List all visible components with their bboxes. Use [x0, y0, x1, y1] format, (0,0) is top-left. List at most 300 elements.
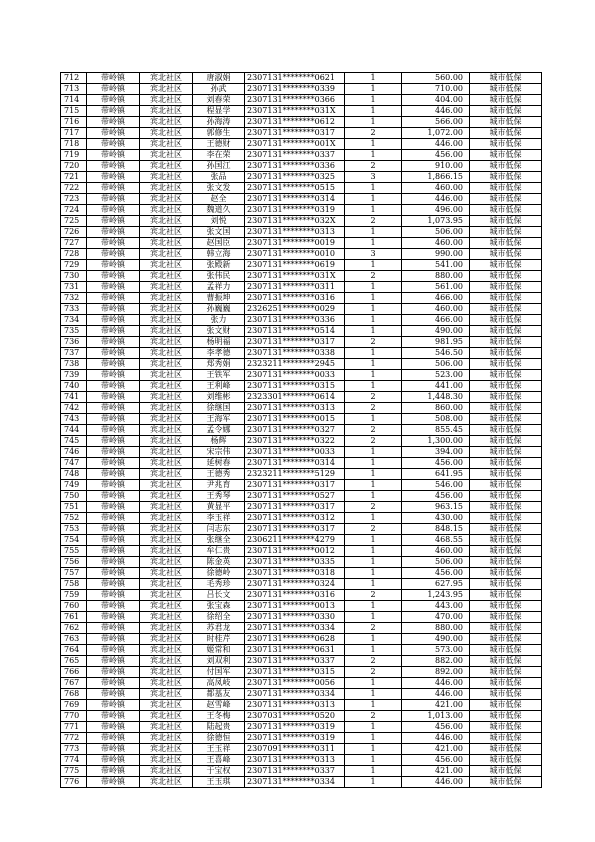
community-cell: 宾北社区	[140, 249, 193, 260]
household-size-cell: 1	[345, 282, 402, 293]
household-size-cell: 1	[345, 84, 402, 95]
table-row	[61, 304, 542, 315]
name-cell: 张文国	[193, 227, 245, 238]
town-cell: 带岭镇	[87, 161, 140, 172]
row-number-cell: 717	[61, 128, 87, 139]
town-cell: 带岭镇	[87, 656, 140, 667]
name-cell: 孙国江	[193, 161, 245, 172]
table-row	[61, 139, 542, 150]
relief-type-cell: 城市低保	[470, 381, 542, 392]
community-cell: 宾北社区	[140, 656, 193, 667]
id-number-cell: 2307131********0335	[245, 557, 345, 568]
id-number-cell: 2307131********0317	[245, 502, 345, 513]
town-cell: 带岭镇	[87, 293, 140, 304]
amount-cell: 446.00	[402, 139, 470, 150]
town-cell: 带岭镇	[87, 568, 140, 579]
household-size-cell: 1	[345, 194, 402, 205]
name-cell: 李孝德	[193, 348, 245, 359]
id-number-cell: 2307131********0631	[245, 645, 345, 656]
relief-type-cell: 城市低保	[470, 656, 542, 667]
table-row	[61, 425, 542, 436]
name-cell: 曹振坤	[193, 293, 245, 304]
id-number-cell: 2307131********0313	[245, 403, 345, 414]
community-cell: 宾北社区	[140, 722, 193, 733]
table-row	[61, 645, 542, 656]
household-size-cell: 1	[345, 304, 402, 315]
table-row	[61, 700, 542, 711]
table-row	[61, 612, 542, 623]
amount-cell: 1,448.30	[402, 392, 470, 403]
amount-cell: 860.00	[402, 403, 470, 414]
town-cell: 带岭镇	[87, 623, 140, 634]
id-number-cell: 2307131********0628	[245, 634, 345, 645]
name-cell: 程显学	[193, 106, 245, 117]
relief-type-cell: 城市低保	[470, 436, 542, 447]
row-number-cell: 718	[61, 139, 87, 150]
community-cell: 宾北社区	[140, 128, 193, 139]
relief-type-cell: 城市低保	[470, 128, 542, 139]
row-number-cell: 732	[61, 293, 87, 304]
relief-type-cell: 城市低保	[470, 689, 542, 700]
town-cell: 带岭镇	[87, 557, 140, 568]
community-cell: 宾北社区	[140, 469, 193, 480]
household-size-cell: 2	[345, 271, 402, 282]
table-row	[61, 733, 542, 744]
relief-type-cell: 城市低保	[470, 293, 542, 304]
town-cell: 带岭镇	[87, 183, 140, 194]
row-number-cell: 726	[61, 227, 87, 238]
community-cell: 宾北社区	[140, 194, 193, 205]
name-cell: 孟祥力	[193, 282, 245, 293]
name-cell: 徐绍全	[193, 612, 245, 623]
amount-cell: 446.00	[402, 678, 470, 689]
relief-type-cell: 城市低保	[470, 700, 542, 711]
community-cell: 宾北社区	[140, 711, 193, 722]
table-row	[61, 117, 542, 128]
household-size-cell: 1	[345, 458, 402, 469]
amount-cell: 1,300.00	[402, 436, 470, 447]
relief-type-cell: 城市低保	[470, 392, 542, 403]
relief-type-cell: 城市低保	[470, 546, 542, 557]
household-size-cell: 1	[345, 546, 402, 557]
relief-type-cell: 城市低保	[470, 722, 542, 733]
amount-cell: 456.00	[402, 722, 470, 733]
id-number-cell: 2307131********0337	[245, 656, 345, 667]
relief-type-cell: 城市低保	[470, 447, 542, 458]
table-row	[61, 238, 542, 249]
row-number-cell: 750	[61, 491, 87, 502]
id-number-cell: 2323301********0614	[245, 392, 345, 403]
town-cell: 带岭镇	[87, 172, 140, 183]
name-cell: 张继全	[193, 535, 245, 546]
amount-cell: 573.00	[402, 645, 470, 656]
id-number-cell: 2307131********0312	[245, 513, 345, 524]
name-cell: 陈金英	[193, 557, 245, 568]
household-size-cell: 1	[345, 645, 402, 656]
row-number-cell: 737	[61, 348, 87, 359]
amount-cell: 855.45	[402, 425, 470, 436]
household-size-cell: 1	[345, 612, 402, 623]
amount-cell: 446.00	[402, 733, 470, 744]
town-cell: 带岭镇	[87, 249, 140, 260]
table-row	[61, 216, 542, 227]
table-row	[61, 392, 542, 403]
amount-cell: 981.95	[402, 337, 470, 348]
town-cell: 带岭镇	[87, 315, 140, 326]
amount-cell: 506.00	[402, 557, 470, 568]
town-cell: 带岭镇	[87, 667, 140, 678]
id-number-cell: 2307131********0336	[245, 315, 345, 326]
amount-cell: 880.00	[402, 271, 470, 282]
household-size-cell: 1	[345, 513, 402, 524]
town-cell: 带岭镇	[87, 392, 140, 403]
relief-type-cell: 城市低保	[470, 678, 542, 689]
row-number-cell: 760	[61, 601, 87, 612]
amount-cell: 456.00	[402, 491, 470, 502]
row-number-cell: 768	[61, 689, 87, 700]
name-cell: 张品	[193, 172, 245, 183]
name-cell: 牟仁贵	[193, 546, 245, 557]
town-cell: 带岭镇	[87, 436, 140, 447]
relief-type-cell: 城市低保	[470, 161, 542, 172]
household-size-cell: 1	[345, 227, 402, 238]
town-cell: 带岭镇	[87, 282, 140, 293]
amount-cell: 506.00	[402, 227, 470, 238]
name-cell: 孙巍巍	[193, 304, 245, 315]
table-row	[61, 359, 542, 370]
id-number-cell: 2307131********0316	[245, 590, 345, 601]
town-cell: 带岭镇	[87, 95, 140, 106]
name-cell: 延树春	[193, 458, 245, 469]
household-size-cell: 1	[345, 150, 402, 161]
amount-cell: 508.00	[402, 414, 470, 425]
town-cell: 带岭镇	[87, 227, 140, 238]
community-cell: 宾北社区	[140, 590, 193, 601]
table-body	[61, 73, 542, 788]
community-cell: 宾北社区	[140, 568, 193, 579]
name-cell: 杨明福	[193, 337, 245, 348]
name-cell: 孟令娜	[193, 425, 245, 436]
household-size-cell: 1	[345, 348, 402, 359]
relief-type-cell: 城市低保	[470, 370, 542, 381]
name-cell: 付国军	[193, 667, 245, 678]
row-number-cell: 742	[61, 403, 87, 414]
household-size-cell: 1	[345, 381, 402, 392]
household-size-cell: 1	[345, 183, 402, 194]
id-number-cell: 2307131********0366	[245, 95, 345, 106]
table-row	[61, 711, 542, 722]
amount-cell: 641.95	[402, 469, 470, 480]
name-cell: 张宝森	[193, 601, 245, 612]
community-cell: 宾北社区	[140, 73, 193, 84]
table-row	[61, 183, 542, 194]
table-row	[61, 502, 542, 513]
household-size-cell: 1	[345, 238, 402, 249]
community-cell: 宾北社区	[140, 447, 193, 458]
relief-type-cell: 城市低保	[470, 337, 542, 348]
relief-type-cell: 城市低保	[470, 480, 542, 491]
amount-cell: 880.00	[402, 623, 470, 634]
amount-cell: 460.00	[402, 238, 470, 249]
amount-cell: 404.00	[402, 95, 470, 106]
relief-type-cell: 城市低保	[470, 601, 542, 612]
relief-type-cell: 城市低保	[470, 744, 542, 755]
id-number-cell: 2307131********0315	[245, 667, 345, 678]
id-number-cell: 2307131********0317	[245, 524, 345, 535]
id-number-cell: 2307131********0621	[245, 73, 345, 84]
household-size-cell: 1	[345, 480, 402, 491]
name-cell: 高凤岐	[193, 678, 245, 689]
relief-type-cell: 城市低保	[470, 711, 542, 722]
row-number-cell: 763	[61, 634, 87, 645]
household-size-cell: 1	[345, 359, 402, 370]
amount-cell: 546.00	[402, 480, 470, 491]
amount-cell: 421.00	[402, 744, 470, 755]
row-number-cell: 756	[61, 557, 87, 568]
id-number-cell: 2307131********0319	[245, 722, 345, 733]
table-row	[61, 546, 542, 557]
amount-cell: 546.50	[402, 348, 470, 359]
id-number-cell: 2323211********5129	[245, 469, 345, 480]
id-number-cell: 2307131********0330	[245, 612, 345, 623]
household-size-cell: 1	[345, 447, 402, 458]
table-row	[61, 84, 542, 95]
table-row	[61, 524, 542, 535]
community-cell: 宾北社区	[140, 95, 193, 106]
community-cell: 宾北社区	[140, 623, 193, 634]
row-number-cell: 757	[61, 568, 87, 579]
row-number-cell: 733	[61, 304, 87, 315]
id-number-cell: 2307131********0338	[245, 348, 345, 359]
town-cell: 带岭镇	[87, 194, 140, 205]
table-row	[61, 667, 542, 678]
town-cell: 带岭镇	[87, 579, 140, 590]
community-cell: 宾北社区	[140, 766, 193, 777]
relief-type-cell: 城市低保	[470, 513, 542, 524]
name-cell: 王冬梅	[193, 711, 245, 722]
id-number-cell: 2307131********0612	[245, 117, 345, 128]
amount-cell: 460.00	[402, 304, 470, 315]
row-number-cell: 751	[61, 502, 87, 513]
name-cell: 时桂芹	[193, 634, 245, 645]
amount-cell: 490.00	[402, 326, 470, 337]
id-number-cell: 2307131********0012	[245, 546, 345, 557]
community-cell: 宾北社区	[140, 172, 193, 183]
community-cell: 宾北社区	[140, 414, 193, 425]
row-number-cell: 745	[61, 436, 87, 447]
name-cell: 王铁军	[193, 370, 245, 381]
community-cell: 宾北社区	[140, 216, 193, 227]
town-cell: 带岭镇	[87, 326, 140, 337]
id-number-cell: 2307131********0325	[245, 172, 345, 183]
relief-type-cell: 城市低保	[470, 95, 542, 106]
table-row	[61, 128, 542, 139]
relief-type-cell: 城市低保	[470, 227, 542, 238]
table-row	[61, 172, 542, 183]
amount-cell: 627.95	[402, 579, 470, 590]
name-cell: 毛秀珍	[193, 579, 245, 590]
name-cell: 张殿新	[193, 260, 245, 271]
community-cell: 宾北社区	[140, 326, 193, 337]
id-number-cell: 2307131********0311	[245, 282, 345, 293]
row-number-cell: 753	[61, 524, 87, 535]
household-size-cell: 1	[345, 469, 402, 480]
household-size-cell: 1	[345, 293, 402, 304]
row-number-cell: 724	[61, 205, 87, 216]
id-number-cell: 2307131********0319	[245, 733, 345, 744]
id-number-cell: 2307131********0319	[245, 205, 345, 216]
relief-type-cell: 城市低保	[470, 414, 542, 425]
row-number-cell: 730	[61, 271, 87, 282]
amount-cell: 466.00	[402, 315, 470, 326]
community-cell: 宾北社区	[140, 667, 193, 678]
amount-cell: 561.00	[402, 282, 470, 293]
amount-cell: 560.00	[402, 73, 470, 84]
relief-type-cell: 城市低保	[470, 260, 542, 271]
town-cell: 带岭镇	[87, 535, 140, 546]
row-number-cell: 738	[61, 359, 87, 370]
table-row	[61, 260, 542, 271]
household-size-cell: 2	[345, 128, 402, 139]
id-number-cell: 2307131********0339	[245, 84, 345, 95]
community-cell: 宾北社区	[140, 491, 193, 502]
id-number-cell: 2307131********031X	[245, 106, 345, 117]
row-number-cell: 712	[61, 73, 87, 84]
community-cell: 宾北社区	[140, 106, 193, 117]
name-cell: 孙海涛	[193, 117, 245, 128]
town-cell: 带岭镇	[87, 777, 140, 788]
name-cell: 张力	[193, 315, 245, 326]
amount-cell: 456.00	[402, 755, 470, 766]
household-size-cell: 2	[345, 216, 402, 227]
amount-cell: 460.00	[402, 183, 470, 194]
household-size-cell: 2	[345, 590, 402, 601]
community-cell: 宾北社区	[140, 733, 193, 744]
relief-type-cell: 城市低保	[470, 249, 542, 260]
table-row	[61, 766, 542, 777]
name-cell: 闫志东	[193, 524, 245, 535]
community-cell: 宾北社区	[140, 458, 193, 469]
id-number-cell: 2307131********0327	[245, 425, 345, 436]
id-number-cell: 2307131********0334	[245, 777, 345, 788]
name-cell: 魏道久	[193, 205, 245, 216]
name-cell: 赵国臣	[193, 238, 245, 249]
row-number-cell: 773	[61, 744, 87, 755]
community-cell: 宾北社区	[140, 403, 193, 414]
community-cell: 宾北社区	[140, 392, 193, 403]
name-cell: 王利峰	[193, 381, 245, 392]
table-row	[61, 623, 542, 634]
community-cell: 宾北社区	[140, 117, 193, 128]
relief-type-cell: 城市低保	[470, 315, 542, 326]
table-row	[61, 656, 542, 667]
household-size-cell: 1	[345, 73, 402, 84]
row-number-cell: 776	[61, 777, 87, 788]
relief-type-cell: 城市低保	[470, 84, 542, 95]
town-cell: 带岭镇	[87, 304, 140, 315]
town-cell: 带岭镇	[87, 634, 140, 645]
row-number-cell: 771	[61, 722, 87, 733]
table-row	[61, 480, 542, 491]
row-number-cell: 731	[61, 282, 87, 293]
household-size-cell: 1	[345, 414, 402, 425]
community-cell: 宾北社区	[140, 238, 193, 249]
household-size-cell: 1	[345, 205, 402, 216]
community-cell: 宾北社区	[140, 161, 193, 172]
id-number-cell: 2307131********0337	[245, 766, 345, 777]
amount-cell: 541.00	[402, 260, 470, 271]
table-row	[61, 414, 542, 425]
id-number-cell: 2307131********0322	[245, 436, 345, 447]
community-cell: 宾北社区	[140, 260, 193, 271]
id-number-cell: 2307131********0010	[245, 249, 345, 260]
name-cell: 苏君龙	[193, 623, 245, 634]
household-size-cell: 1	[345, 106, 402, 117]
table-row	[61, 436, 542, 447]
name-cell: 张伟民	[193, 271, 245, 282]
town-cell: 带岭镇	[87, 260, 140, 271]
community-cell: 宾北社区	[140, 689, 193, 700]
relief-type-cell: 城市低保	[470, 183, 542, 194]
town-cell: 带岭镇	[87, 645, 140, 656]
community-cell: 宾北社区	[140, 293, 193, 304]
id-number-cell: 2307131********0334	[245, 689, 345, 700]
table-row	[61, 194, 542, 205]
row-number-cell: 735	[61, 326, 87, 337]
relief-type-cell: 城市低保	[470, 238, 542, 249]
household-size-cell: 1	[345, 766, 402, 777]
table-row	[61, 106, 542, 117]
household-size-cell: 1	[345, 722, 402, 733]
household-size-cell: 1	[345, 744, 402, 755]
name-cell: 王玉琪	[193, 777, 245, 788]
household-size-cell: 1	[345, 315, 402, 326]
relief-type-cell: 城市低保	[470, 612, 542, 623]
household-size-cell: 1	[345, 601, 402, 612]
town-cell: 带岭镇	[87, 689, 140, 700]
amount-cell: 892.00	[402, 667, 470, 678]
table-row	[61, 557, 542, 568]
amount-cell: 421.00	[402, 766, 470, 777]
town-cell: 带岭镇	[87, 524, 140, 535]
table-row	[61, 293, 542, 304]
amount-cell: 466.00	[402, 293, 470, 304]
town-cell: 带岭镇	[87, 601, 140, 612]
relief-type-cell: 城市低保	[470, 557, 542, 568]
id-number-cell: 2307131********0317	[245, 337, 345, 348]
community-cell: 宾北社区	[140, 150, 193, 161]
row-number-cell: 729	[61, 260, 87, 271]
relief-type-cell: 城市低保	[470, 579, 542, 590]
town-cell: 带岭镇	[87, 755, 140, 766]
table-row	[61, 73, 542, 84]
community-cell: 宾北社区	[140, 271, 193, 282]
town-cell: 带岭镇	[87, 458, 140, 469]
name-cell: 王海军	[193, 414, 245, 425]
community-cell: 宾北社区	[140, 546, 193, 557]
name-cell: 宋宗伟	[193, 447, 245, 458]
town-cell: 带岭镇	[87, 337, 140, 348]
id-number-cell: 2307131********001X	[245, 139, 345, 150]
community-cell: 宾北社区	[140, 579, 193, 590]
town-cell: 带岭镇	[87, 722, 140, 733]
relief-type-cell: 城市低保	[470, 403, 542, 414]
name-cell: 王玉祥	[193, 744, 245, 755]
name-cell: 刘双利	[193, 656, 245, 667]
town-cell: 带岭镇	[87, 414, 140, 425]
amount-cell: 456.00	[402, 458, 470, 469]
amount-cell: 882.00	[402, 656, 470, 667]
